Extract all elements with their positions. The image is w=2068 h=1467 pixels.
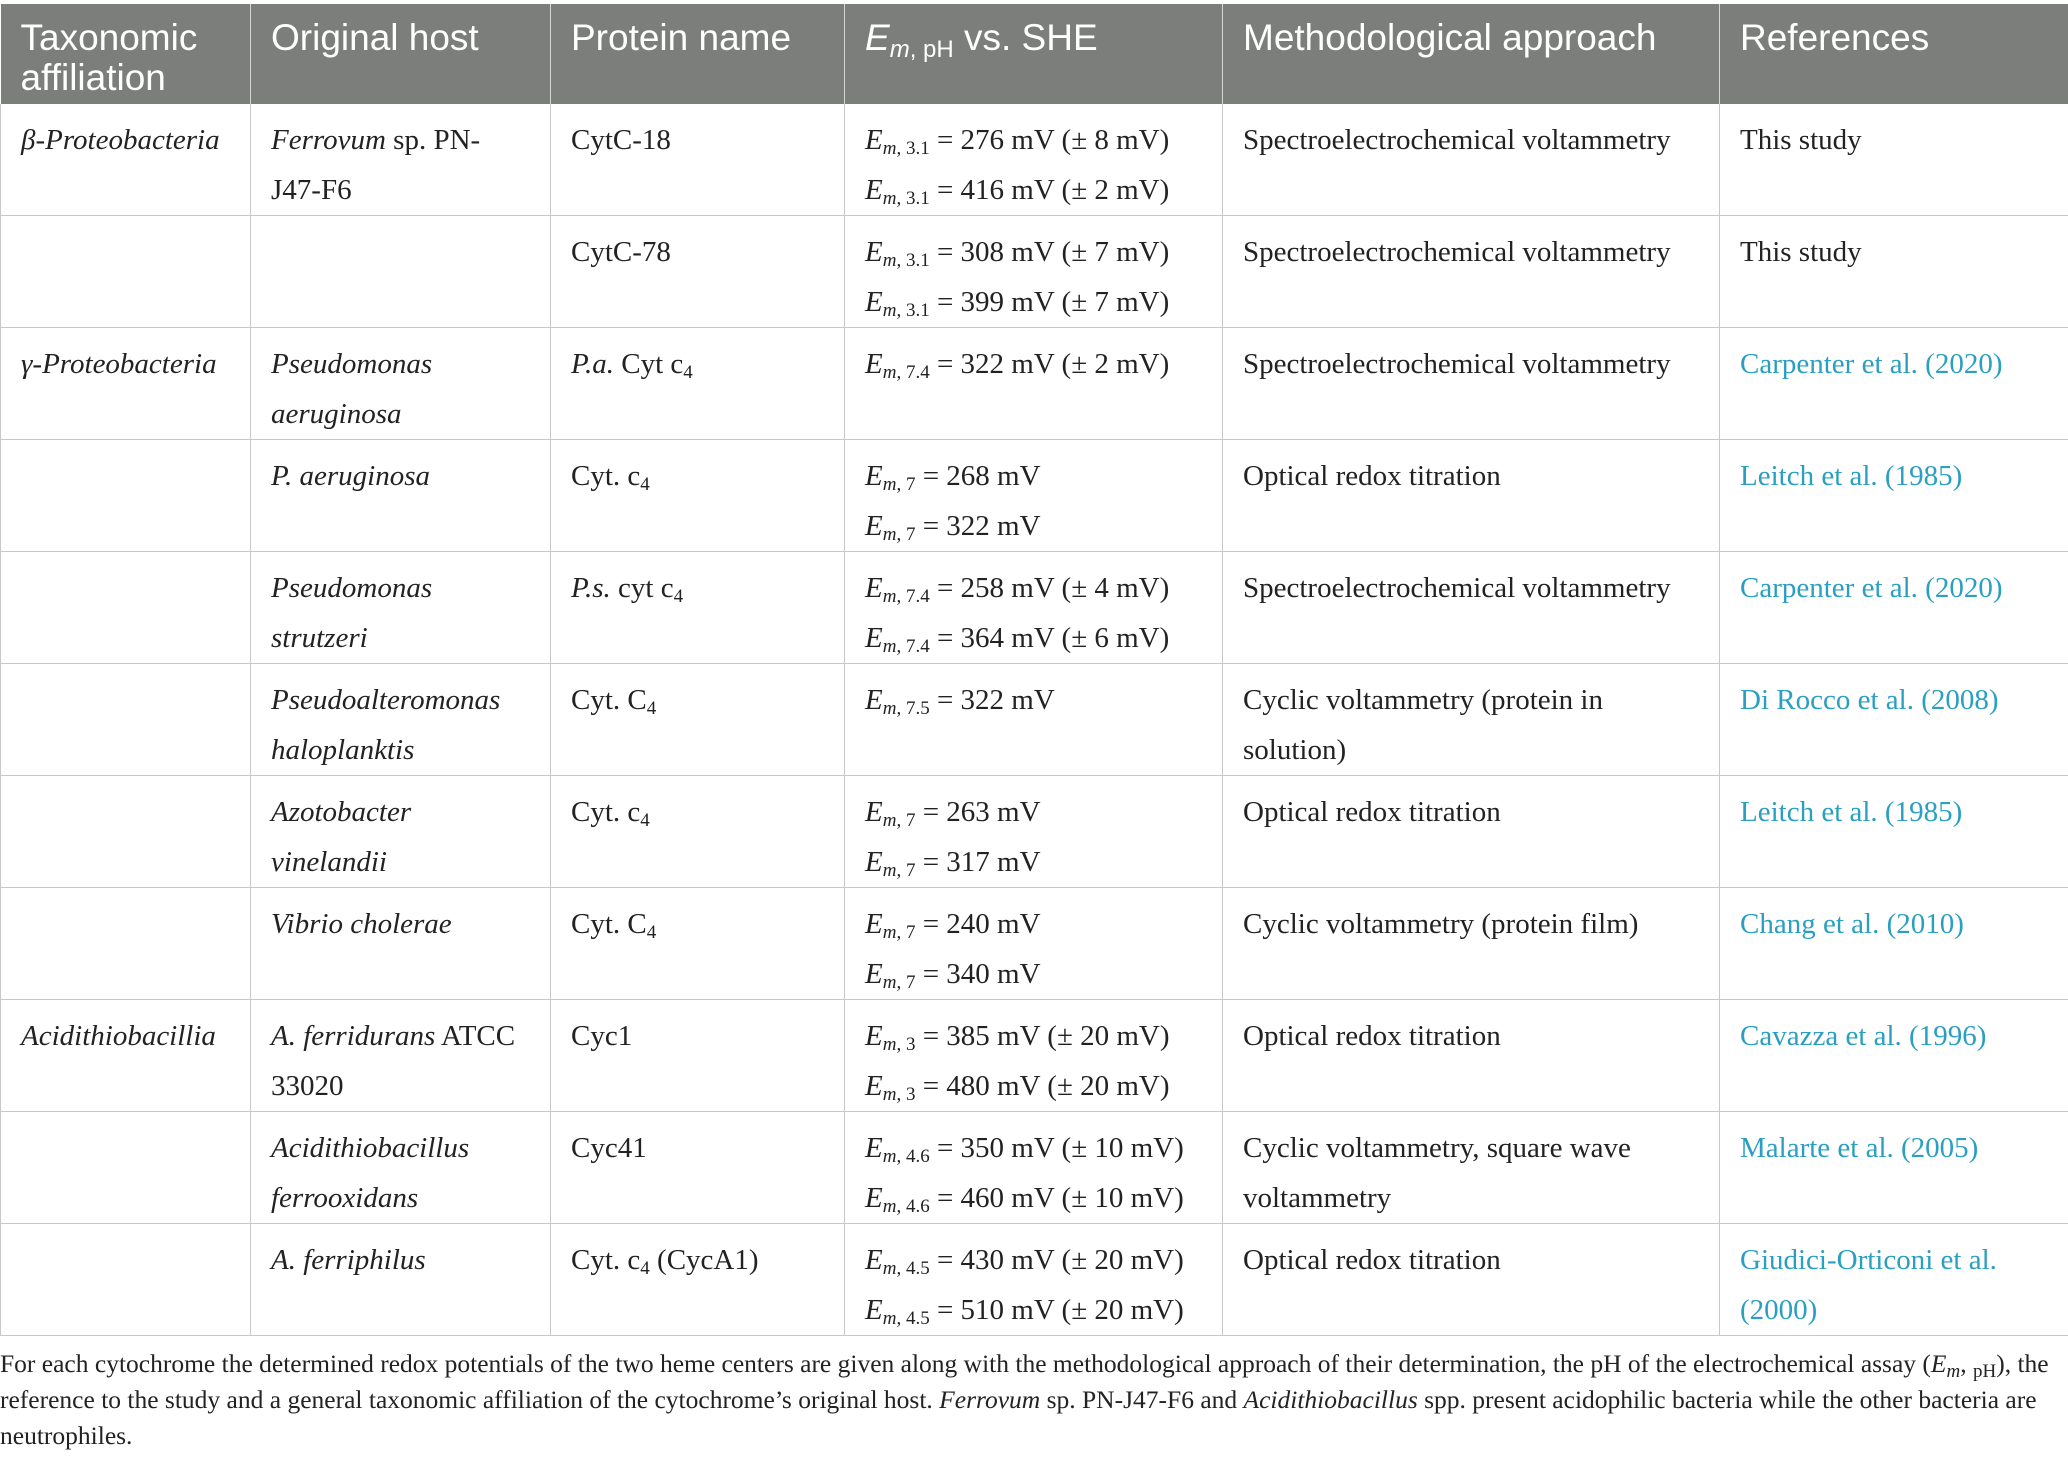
- potential-value: $E_{m, 4.5} = 430$ mV (± 20 mV): [865, 1244, 1184, 1279]
- potential-value: $E_{m, 7.4} = 258$ mV (± 4 mV): [865, 572, 1170, 607]
- header-protein: Protein name: [551, 4, 845, 104]
- cell-host: Pseudomonas aeruginosa: [251, 328, 551, 440]
- reference-link[interactable]: Leitch et al. (1985): [1740, 796, 1963, 828]
- potential-value: $E_{m, 4.5} = 510$ mV (± 20 mV): [865, 1294, 1184, 1329]
- reference-link: This study: [1740, 124, 1862, 156]
- cell-taxonomy: [1, 664, 251, 776]
- cell-protein: P.s. cyt $c_4$: [551, 552, 845, 664]
- cell-host: A. ferridurans ATCC 33020: [251, 1000, 551, 1112]
- potential-value: $E_{m, 4.6} = 350$ mV (± 10 mV): [865, 1132, 1184, 1167]
- cell-potentials: [845, 776, 1223, 888]
- cell-potentials: [845, 1112, 1223, 1224]
- table-row: [1, 552, 2068, 664]
- potential-value: $E_{m, 3} = 385$ mV (± 20 mV): [865, 1020, 1170, 1055]
- potential-value: $E_{m, 3} = 480$ mV (± 20 mV): [865, 1070, 1170, 1105]
- cell-potentials: [845, 104, 1223, 216]
- cell-host: Vibrio cholerae: [251, 888, 551, 1000]
- reference-link[interactable]: Carpenter et al. (2020): [1740, 572, 2003, 604]
- table-header-row: [1, 4, 2068, 104]
- cytochrome-table: [0, 4, 2068, 1336]
- cell-host: A. ferriphilus: [251, 1224, 551, 1336]
- cell-method: Spectroelectrochemical voltammetry: [1223, 216, 1720, 328]
- potential-value: $E_{m, 4.6} = 460$ mV (± 10 mV): [865, 1182, 1184, 1217]
- cell-taxonomy: β-Proteobacteria: [1, 104, 251, 216]
- table-row: [1, 328, 2068, 440]
- cell-method: Cyclic voltammetry (protein in solution): [1223, 664, 1720, 776]
- cell-host: Acidithiobacillus ferrooxidans: [251, 1112, 551, 1224]
- cell-reference: [1720, 104, 2068, 216]
- cell-method: Optical redox titration: [1223, 1000, 1720, 1112]
- cell-taxonomy: [1, 1112, 251, 1224]
- table-footnote: For each cytochrome the determined redox potentials of the two heme centers are given along with the methodological approach of their determination, the pH of the electrochemical assay ($E_m$, $_{pH}$), the reference to the study and a general taxonomic affiliation of the cytochrome’s original host. Ferrovum sp. PN-J47-F6 and Acidithiobacillus spp. present acidophilic bacteria while the other bacteria are neutrophiles.: [0, 1349, 2049, 1450]
- reference-link[interactable]: Malarte et al. (2005): [1740, 1132, 1979, 1164]
- potential-value: $E_{m, 7} = 317$ mV: [865, 846, 1041, 881]
- cell-protein: P.a. Cyt $c_4$: [551, 328, 845, 440]
- reference-link[interactable]: Leitch et al. (1985): [1740, 460, 1963, 492]
- cell-protein: Cyt. $c_4$: [551, 440, 845, 552]
- cell-host: Ferrovum sp. PN-J47-F6: [251, 104, 551, 216]
- cell-protein: Cyc1: [551, 1000, 845, 1112]
- table-row: [1, 888, 2068, 1000]
- cell-taxonomy: [1, 440, 251, 552]
- potential-value: $E_{m, 7.5} = 322$ mV: [865, 684, 1055, 719]
- cell-method: Spectroelectrochemical voltammetry: [1223, 328, 1720, 440]
- reference-link[interactable]: Giudici-Orticoni et al. (2000): [1740, 1244, 1997, 1326]
- cell-method: Spectroelectrochemical voltammetry: [1223, 552, 1720, 664]
- reference-link[interactable]: Chang et al. (2010): [1740, 908, 1964, 940]
- potential-value: $E_{m, 7} = 268$ mV: [865, 460, 1041, 495]
- potential-value: $E_{m, 7.4} = 364$ mV (± 6 mV): [865, 622, 1170, 657]
- cell-host: Pseudomonas strutzeri: [251, 552, 551, 664]
- cell-reference[interactable]: [1720, 1224, 2068, 1336]
- cell-reference[interactable]: [1720, 328, 2068, 440]
- cell-host: Pseudoalteromonas haloplanktis: [251, 664, 551, 776]
- potential-value: $E_{m, 7} = 340$ mV: [865, 958, 1041, 993]
- cell-taxonomy: [1, 776, 251, 888]
- cell-host: Azotobacter vinelandii: [251, 776, 551, 888]
- cell-protein: CytC-18: [551, 104, 845, 216]
- cell-potentials: [845, 1224, 1223, 1336]
- cell-potentials: [845, 328, 1223, 440]
- potential-value: $E_{m, 7} = 240$ mV: [865, 908, 1041, 943]
- potential-value: $E_{m, 7.4} = 322$ mV (± 2 mV): [865, 348, 1170, 383]
- cell-protein: Cyt. $C_4$: [551, 664, 845, 776]
- table-row: [1, 440, 2068, 552]
- reference-link: This study: [1740, 236, 1862, 268]
- cell-host: P. aeruginosa: [251, 440, 551, 552]
- table-row: [1, 216, 2068, 328]
- cell-taxonomy: γ-Proteobacteria: [1, 328, 251, 440]
- cell-reference[interactable]: [1720, 1112, 2068, 1224]
- header-references: References: [1720, 4, 2068, 104]
- reference-link[interactable]: Carpenter et al. (2020): [1740, 348, 2003, 380]
- cell-method: Cyclic voltammetry, square wave voltammetry: [1223, 1112, 1720, 1224]
- cell-potentials: [845, 664, 1223, 776]
- cell-protein: Cyt. $C_4$: [551, 888, 845, 1000]
- table-row: [1, 1112, 2068, 1224]
- potential-value: $E_{m, 7} = 263$ mV: [865, 796, 1041, 831]
- cell-method: Cyclic voltammetry (protein film): [1223, 888, 1720, 1000]
- header-method: Methodological approach: [1223, 4, 1720, 104]
- cell-potentials: [845, 888, 1223, 1000]
- cell-potentials: [845, 1000, 1223, 1112]
- cell-taxonomy: [1, 552, 251, 664]
- cell-reference: [1720, 216, 2068, 328]
- header-taxonomy: Taxonomic affiliation: [1, 4, 251, 104]
- table-row: [1, 776, 2068, 888]
- cell-taxonomy: [1, 888, 251, 1000]
- header-em: Em, pH vs. SHE: [845, 4, 1223, 104]
- cell-reference[interactable]: [1720, 888, 2068, 1000]
- cell-taxonomy: [1, 216, 251, 328]
- potential-value: $E_{m, 7} = 322$ mV: [865, 510, 1041, 545]
- table-row: [1, 1224, 2068, 1336]
- cell-reference[interactable]: [1720, 776, 2068, 888]
- cell-protein: Cyt. $c_4$ (CycA1): [551, 1224, 845, 1336]
- cell-method: Optical redox titration: [1223, 1224, 1720, 1336]
- cell-taxonomy: Acidithiobacillia: [1, 1000, 251, 1112]
- table-row: [1, 104, 2068, 216]
- cell-reference[interactable]: [1720, 440, 2068, 552]
- table-row: [1, 1000, 2068, 1112]
- cell-method: Spectroelectrochemical voltammetry: [1223, 104, 1720, 216]
- potential-value: $E_{m, 3.1} = 399$ mV (± 7 mV): [865, 286, 1170, 321]
- reference-link[interactable]: Di Rocco et al. (2008): [1740, 684, 1999, 716]
- cell-potentials: [845, 216, 1223, 328]
- reference-link[interactable]: Cavazza et al. (1996): [1740, 1020, 1987, 1052]
- cell-potentials: [845, 552, 1223, 664]
- cell-reference[interactable]: [1720, 1000, 2068, 1112]
- cell-reference[interactable]: [1720, 664, 2068, 776]
- table-row: [1, 664, 2068, 776]
- cell-reference[interactable]: [1720, 552, 2068, 664]
- cell-protein: Cyt. $c_4$: [551, 776, 845, 888]
- cell-taxonomy: [1, 1224, 251, 1336]
- potential-value: $E_{m, 3.1} = 416$ mV (± 2 mV): [865, 174, 1170, 209]
- potential-value: $E_{m, 3.1} = 308$ mV (± 7 mV): [865, 236, 1170, 271]
- cell-method: Optical redox titration: [1223, 440, 1720, 552]
- header-host: Original host: [251, 4, 551, 104]
- cell-host: [251, 216, 551, 328]
- cell-potentials: [845, 440, 1223, 552]
- cell-protein: Cyc41: [551, 1112, 845, 1224]
- cell-method: Optical redox titration: [1223, 776, 1720, 888]
- potential-value: $E_{m, 3.1} = 276$ mV (± 8 mV): [865, 124, 1170, 159]
- cell-protein: CytC-78: [551, 216, 845, 328]
